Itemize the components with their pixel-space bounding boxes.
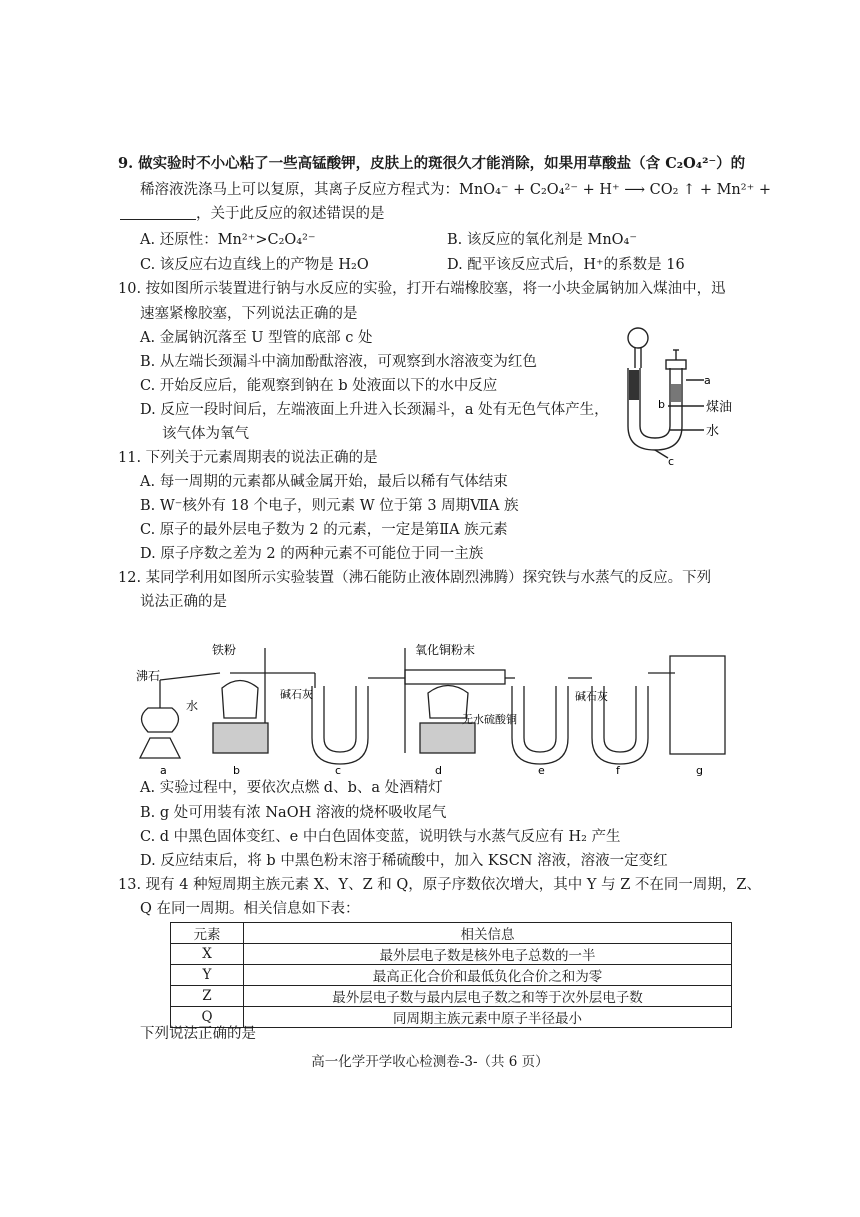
q10-option-d-line2: 该气体为氧气 [162,426,249,442]
label-soda-lime-2: 碱石灰 [575,690,608,703]
q12-option-c: C. d 中黑色固体变红、e 中白色固体变蓝，说明铁与水蒸气反应有 H₂ 产生 [140,829,621,845]
cell-info: 最外层电子数与最内层电子数之和等于次外层电子数 [244,986,732,1007]
q9-stem-line1: 9. 做实验时不小心粘了一些高锰酸钾，皮肤上的斑很久才能消除，如果用草酸盐（含 C₂O₄²⁻）的 [118,155,746,172]
label-d: d [435,764,442,777]
label-e: e [538,764,545,777]
q9-option-b: B. 该反应的氧化剂是 MnO₄⁻ [447,232,638,248]
q9-option-a: A. 还原性：Mn²⁺>C₂O₄²⁻ [140,232,316,248]
label-c: c [335,764,342,777]
label-f: f [616,764,620,777]
q13-after: 下列说法正确的是 [140,1026,256,1042]
label-a: a [160,764,167,777]
label-water: 水 [186,699,199,713]
label-c: c [668,455,675,468]
header-info: 相关信息 [244,923,732,944]
q9-option-c: C. 该反应右边直线上的产物是 H₂O [140,257,369,273]
cell-element: X [171,944,244,965]
cell-info: 同周期主族元素中原子半径最小 [244,1007,732,1028]
label-cuo: 氧化铜粉末 [415,643,476,657]
label-b: b [658,398,665,411]
page-footer: 高一化学开学收心检测卷-3-（共 6 页） [311,1054,549,1070]
q12-stem-line1: 12. 某同学利用如图所示实验装置（沸石能防止液体剧烈沸腾）探究铁与水蒸气的反应。下列 [118,570,712,586]
apparatus-figure [130,628,730,778]
q11-option-d: D. 原子序数之差为 2 的两种元素不可能位于同一主族 [140,546,484,562]
q10-stem-line1: 10. 按如图所示装置进行钠与水反应的实验，打开右端橡胶塞，将一小块金属钠加入煤油中，迅 [118,281,726,297]
q9-option-d: D. 配平该反应式后，H⁺的系数是 16 [447,257,685,273]
label-oil: 煤油 [706,400,733,415]
label-b: b [233,764,240,777]
cell-info: 最外层电子数是核外电子总数的一半 [244,944,732,965]
table-header-row [171,923,732,944]
label-iron-powder: 铁粉 [212,643,237,657]
label-a: a [704,374,711,387]
table-row [171,944,732,965]
q11-option-c: C. 原子的最外层电子数为 2 的元素，一定是第ⅡA 族元素 [140,522,508,538]
label-boiling-stone: 沸石 [136,669,161,683]
table-row [171,965,732,986]
cell-info: 最高正化合价和最低负化合价之和为零 [244,965,732,986]
q13-stem-line2: Q 在同一周期。相关信息如下表： [140,901,360,917]
cell-element: Z [171,986,244,1007]
table-row [171,986,732,1007]
q9-stem-line2: 稀溶液洗涤马上可以复原，其离子反应方程式为：MnO₄⁻ + C₂O₄²⁻ + H⁺ ⟶ CO₂ ↑ + Mn²⁺ + [140,182,771,198]
q10-option-a: A. 金属钠沉落至 U 型管的底部 c 处 [140,330,373,346]
q10-option-d-line1: D. 反应一段时间后，左端液面上升进入长颈漏斗，a 处有无色气体产生， [140,402,609,418]
q11-stem: 11. 下列关于元素周期表的说法正确的是 [118,450,378,466]
answer-blank [120,205,196,220]
q10-option-b: B. 从左端长颈漏斗中滴加酚酞溶液，可观察到水溶液变为红色 [140,354,537,370]
q11-option-b: B. W⁻核外有 18 个电子，则元素 W 位于第 3 周期ⅦA 族 [140,498,519,514]
q10-option-c: C. 开始反应后，能观察到钠在 b 处液面以下的水中反应 [140,378,498,394]
label-soda-lime-1: 碱石灰 [280,688,313,701]
cell-element: Q [171,1007,244,1028]
label-g: g [696,764,703,777]
q12-option-b: B. g 处可用装有浓 NaOH 溶液的烧杯吸收尾气 [140,805,447,821]
q10-stem-line2: 速塞紧橡胶塞，下列说法正确的是 [140,306,358,322]
label-water: 水 [706,424,720,439]
cell-element: Y [171,965,244,986]
q12-option-d: D. 反应结束后，将 b 中黑色粉末溶于稀硫酸中，加入 KSCN 溶液，溶液一定变红 [140,853,668,869]
q13-stem-line1: 13. 现有 4 种短周期主族元素 X、Y、Z 和 Q，原子序数依次增大，其中 Y 与 Z 不在同一周期，Z、 [118,877,761,893]
header-element: 元素 [171,923,244,944]
q12-option-a: A. 实验过程中，要依次点燃 d、b、a 处酒精灯 [140,780,443,796]
element-info-table [170,922,732,1028]
q11-option-a: A. 每一周期的元素都从碱金属开始，最后以稀有气体结束 [140,474,508,490]
q12-stem-line2: 说法正确的是 [140,594,227,610]
label-cuso4: 无水硫酸铜 [462,713,517,726]
u-tube-figure [610,318,740,468]
q9-stem-line3: ，关于此反应的叙述错误的是 [120,204,385,224]
